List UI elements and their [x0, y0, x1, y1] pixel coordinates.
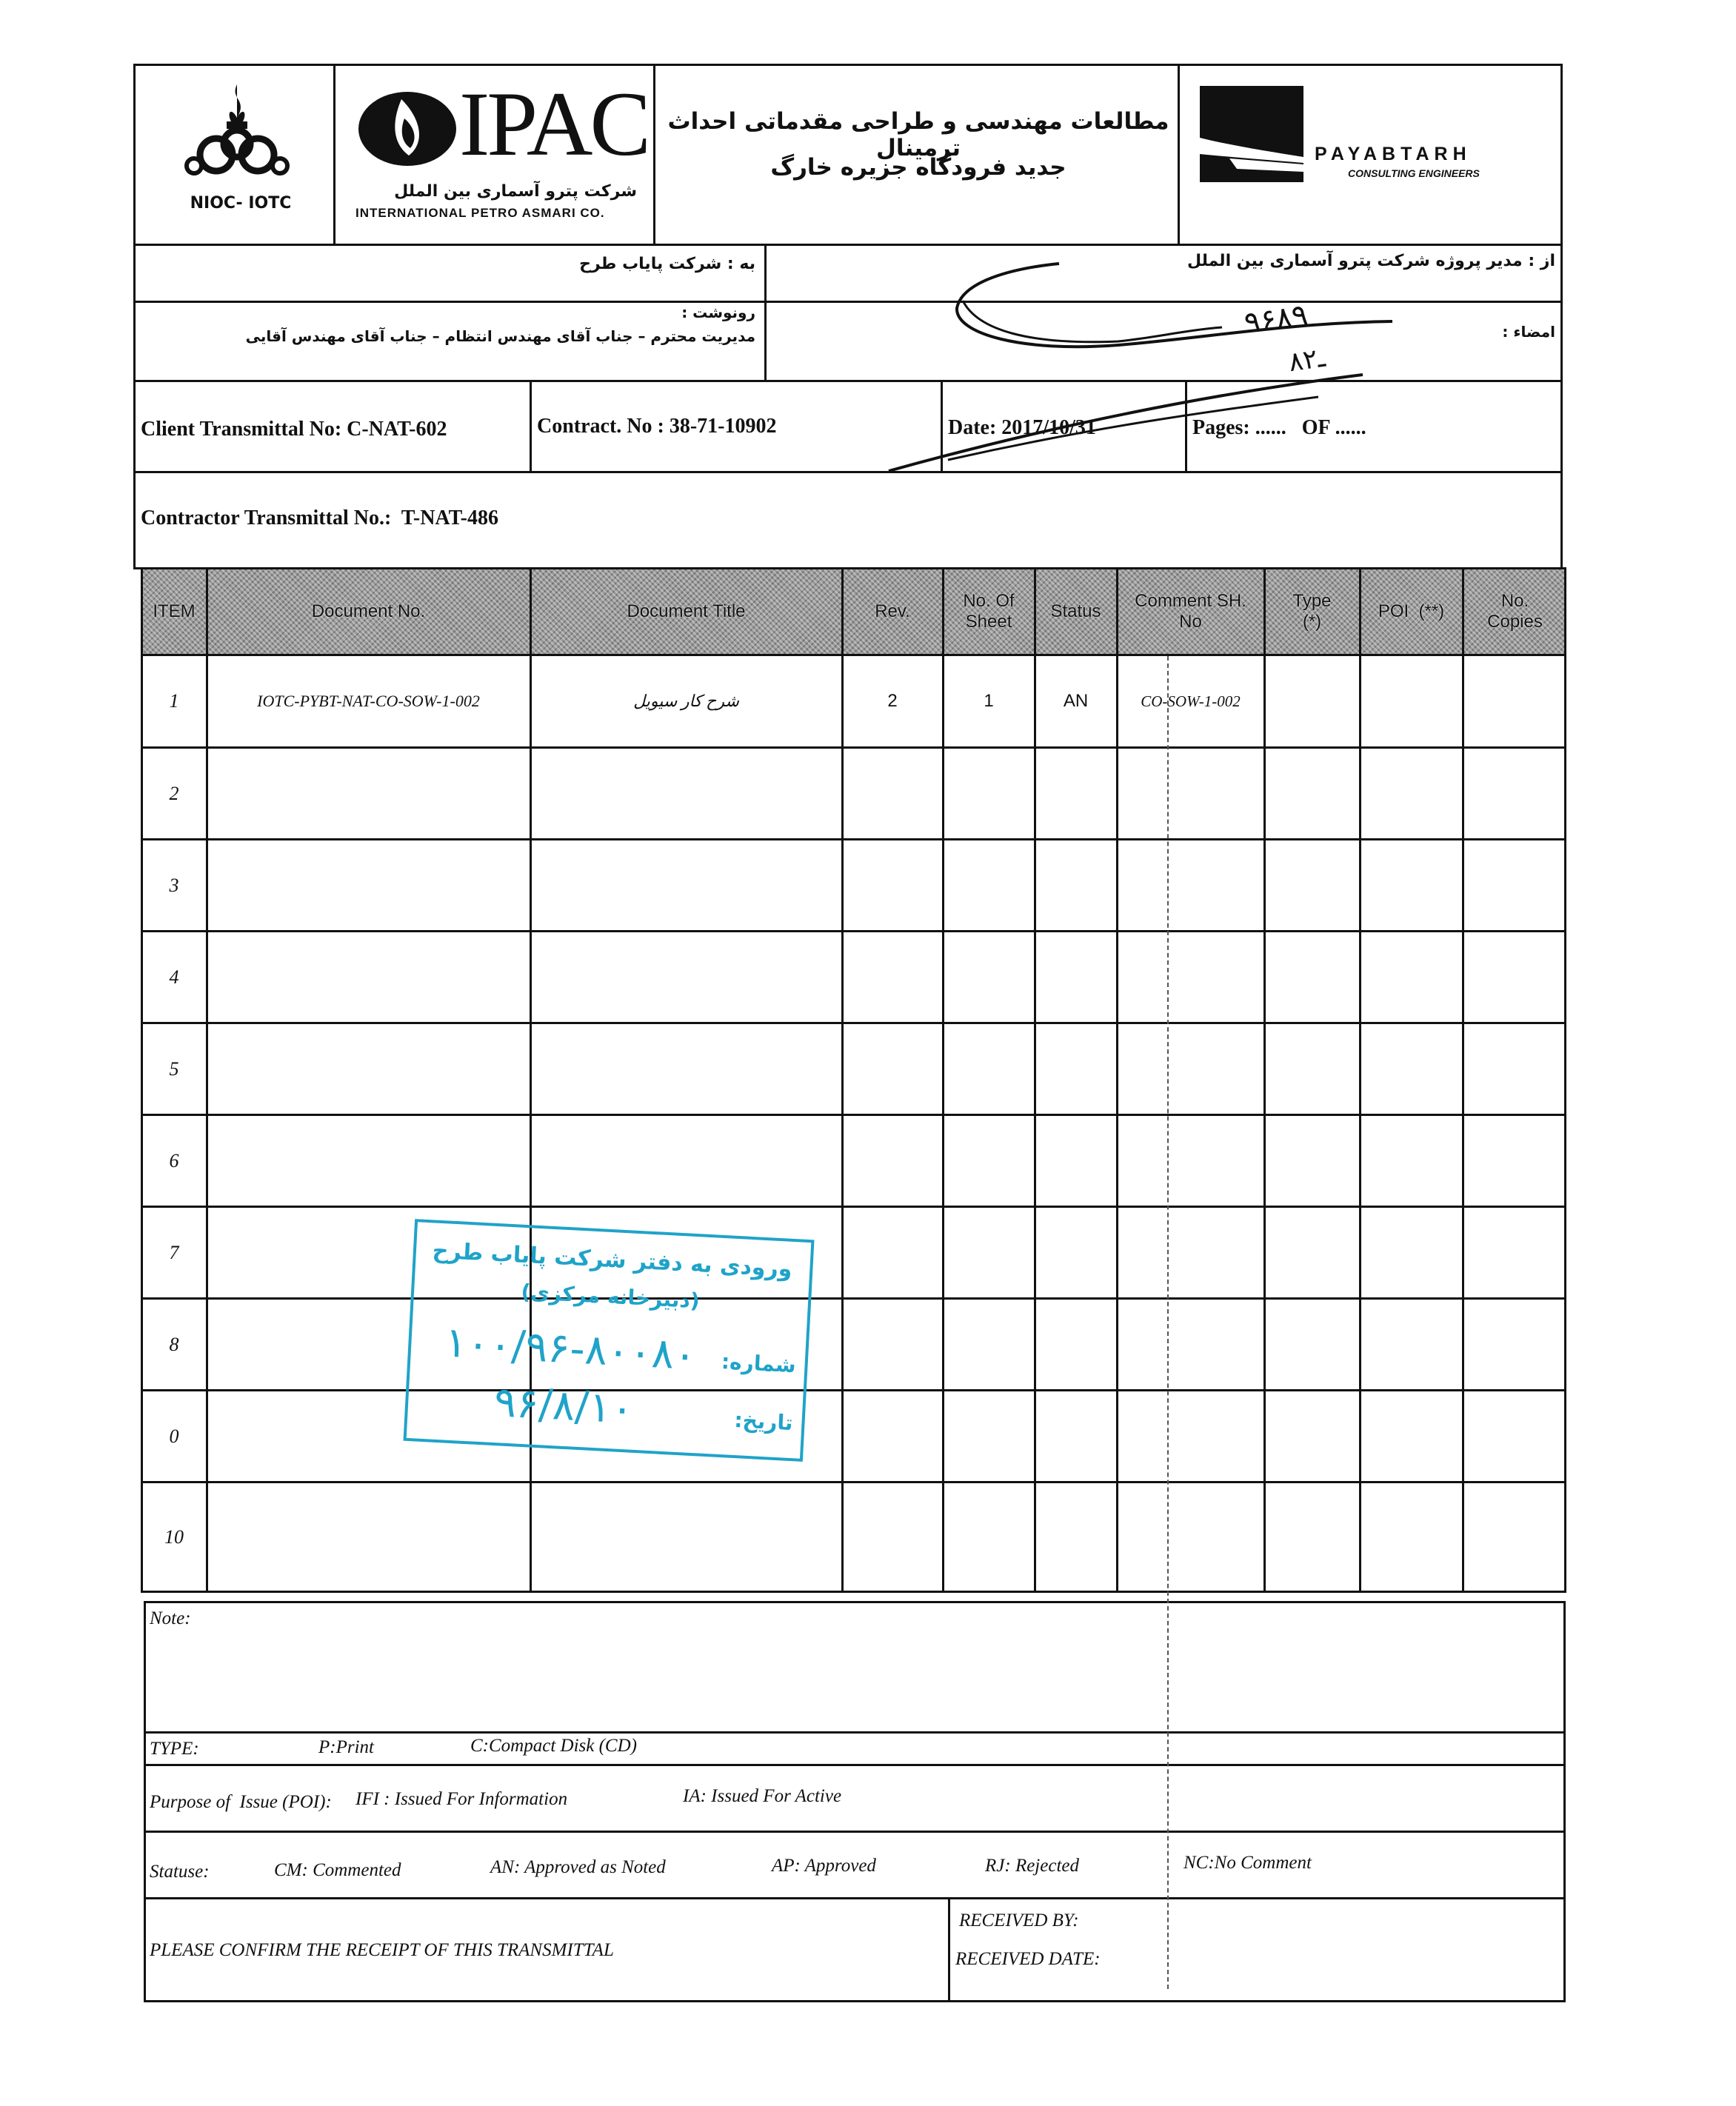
- poi-ifi: IFI : Issued For Information: [355, 1789, 568, 1809]
- row-divider: [141, 1114, 1566, 1116]
- header-poi: POI (**): [1378, 601, 1445, 621]
- row-divider: [141, 746, 1566, 749]
- ipac-english-name: INTERNATIONAL PETRO ASMARI CO.: [355, 206, 605, 220]
- status-label: Statuse:: [150, 1862, 210, 1882]
- row-divider: [141, 838, 1566, 840]
- ipac-drop-icon: [355, 83, 459, 172]
- payabtarh-wordmark: PAYABTARH: [1315, 144, 1472, 164]
- transmittal-date: Date: 2017/10/31: [948, 416, 1096, 439]
- row-divider: [141, 1206, 1566, 1208]
- stamp-date-value: ۹۶/۸/۱۰: [493, 1378, 635, 1434]
- row-1-comment-sh: CO-SOW-1-002: [1141, 692, 1241, 710]
- nioc-iotc-label: NIOC- IOTC: [190, 194, 292, 213]
- contractor-transmittal-no: Contractor Transmittal No.: T-NAT-486: [141, 507, 498, 529]
- status-ap: AP: Approved: [772, 1856, 876, 1876]
- status-an: AN: Approved as Noted: [490, 1857, 666, 1877]
- stamp-date-label: تاریخ:: [733, 1408, 794, 1436]
- divider: [144, 1731, 1566, 1734]
- row-divider: [141, 1389, 1566, 1391]
- ipac-persian-name: شرکت پترو آسماری بین الملل: [394, 182, 637, 201]
- stamp-number-value: ۱۰۰/۹۶-۸۰۰۸۰: [443, 1318, 698, 1380]
- column-divider: [1359, 567, 1361, 1593]
- header-rev: Rev.: [875, 601, 910, 621]
- divider: [1185, 380, 1187, 473]
- row-1-item: 1: [169, 690, 179, 712]
- signature-label: امضاء :: [1502, 323, 1555, 341]
- handwritten-note: ۸ـ۲: [1286, 342, 1327, 378]
- received-by: RECEIVED BY:: [959, 1911, 1079, 1930]
- header-document-title: Document Title: [627, 601, 746, 621]
- cc-value: مدیریت محترم – جناب آقای مهندس انتظام – جناب آقای مهندس آقایی: [245, 327, 755, 345]
- divider: [948, 1897, 950, 2002]
- row-1-document-no: IOTC-PYBT-NAT-CO-SOW-1-002: [257, 692, 480, 710]
- row-4-item: 4: [169, 966, 179, 988]
- stamp-line-2: (دبیرخانه مرکزی): [520, 1279, 701, 1314]
- status-rj: RJ: Rejected: [985, 1856, 1079, 1876]
- row-1-document-title: شرح کار سیویل: [633, 692, 739, 710]
- poi-ia: IA: Issued For Active: [683, 1786, 842, 1806]
- row-divider: [141, 1481, 1566, 1483]
- row-1-sheets: 1: [984, 691, 994, 711]
- status-cm: CM: Commented: [274, 1860, 401, 1880]
- received-date: RECEIVED DATE:: [955, 1949, 1101, 1969]
- header-comment-sh-no: Comment SH. No: [1135, 591, 1246, 632]
- row-1-status: AN: [1063, 691, 1089, 711]
- row-9-item: 0: [169, 1425, 179, 1447]
- divider: [941, 380, 943, 473]
- poi-label: Purpose of Issue (POI):: [150, 1792, 332, 1812]
- column-divider: [1263, 567, 1266, 1593]
- row-10-item: 10: [164, 1526, 184, 1548]
- stamp-line-1: ورودی به دفتر شرکت پایاب طرح: [431, 1237, 793, 1283]
- row-divider: [141, 1297, 1566, 1300]
- header-type: Type (*): [1292, 591, 1332, 632]
- payabtarh-subtitle: CONSULTING ENGINEERS: [1348, 167, 1480, 179]
- contract-no: Contract. No : 38-71-10902: [537, 415, 777, 438]
- handwritten-number: ۹۶۸۹: [1242, 298, 1310, 341]
- header-no-of-sheet: No. Of Sheet: [963, 591, 1015, 632]
- receipt-stamp: [404, 1219, 815, 1462]
- type-cd: C:Compact Disk (CD): [470, 1736, 637, 1756]
- ipac-wordmark: IPAC: [459, 73, 649, 175]
- row-3-item: 3: [169, 874, 179, 896]
- from-field: از : مدیر پروژه شرکت پترو آسماری بین الملل: [1186, 252, 1555, 270]
- row-8-item: 8: [169, 1333, 179, 1355]
- to-field: به : شرکت پایاب طرح: [579, 255, 755, 273]
- header-status: Status: [1050, 601, 1101, 621]
- row-2-item: 2: [169, 782, 179, 804]
- project-title-line-1: مطالعات مهندسی و طراحی مقدماتی احداث ترمینال: [667, 108, 1169, 161]
- type-print: P:Print: [318, 1737, 374, 1757]
- type-label: TYPE:: [150, 1739, 199, 1759]
- status-nc: NC:No Comment: [1184, 1853, 1312, 1873]
- pages-count: Pages: ...... OF ......: [1192, 416, 1366, 439]
- row-6-item: 6: [169, 1149, 179, 1171]
- header-document-no: Document No.: [311, 601, 426, 621]
- scan-artifact-line: [1167, 656, 1169, 1989]
- row-divider: [141, 1022, 1566, 1024]
- row-5-item: 5: [169, 1057, 179, 1080]
- ipac-logo: [355, 73, 652, 227]
- header-item: ITEM: [153, 601, 196, 621]
- row-7-item: 7: [169, 1241, 179, 1263]
- transmittal-sheet: [133, 64, 1563, 2019]
- client-transmittal-no: Client Transmittal No: C-NAT-602: [141, 418, 447, 441]
- stamp-number-label: شماره:: [721, 1349, 797, 1378]
- divider: [333, 64, 335, 246]
- divider: [653, 64, 655, 246]
- confirm-receipt-text: PLEASE CONFIRM THE RECEIPT OF THIS TRANSMITTAL: [150, 1940, 614, 1960]
- divider: [144, 1764, 1566, 1766]
- project-title-line-2: جدید فرودگاه جزیره خارگ: [770, 154, 1066, 181]
- divider: [764, 244, 767, 382]
- nioc-emblem-icon: [178, 77, 296, 188]
- table-body: [141, 654, 1566, 1593]
- note-label: Note:: [150, 1608, 191, 1628]
- divider: [530, 380, 532, 473]
- divider: [144, 1897, 1566, 1899]
- cc-label: رونوشت :: [681, 304, 755, 321]
- divider: [144, 1831, 1566, 1833]
- row-divider: [141, 930, 1566, 932]
- column-divider: [1462, 567, 1464, 1593]
- nioc-logo: [178, 77, 296, 188]
- row-1-rev: 2: [887, 691, 898, 711]
- header-no-copies: No. Copies: [1487, 591, 1543, 632]
- payabtarh-mark-icon: [1200, 86, 1303, 182]
